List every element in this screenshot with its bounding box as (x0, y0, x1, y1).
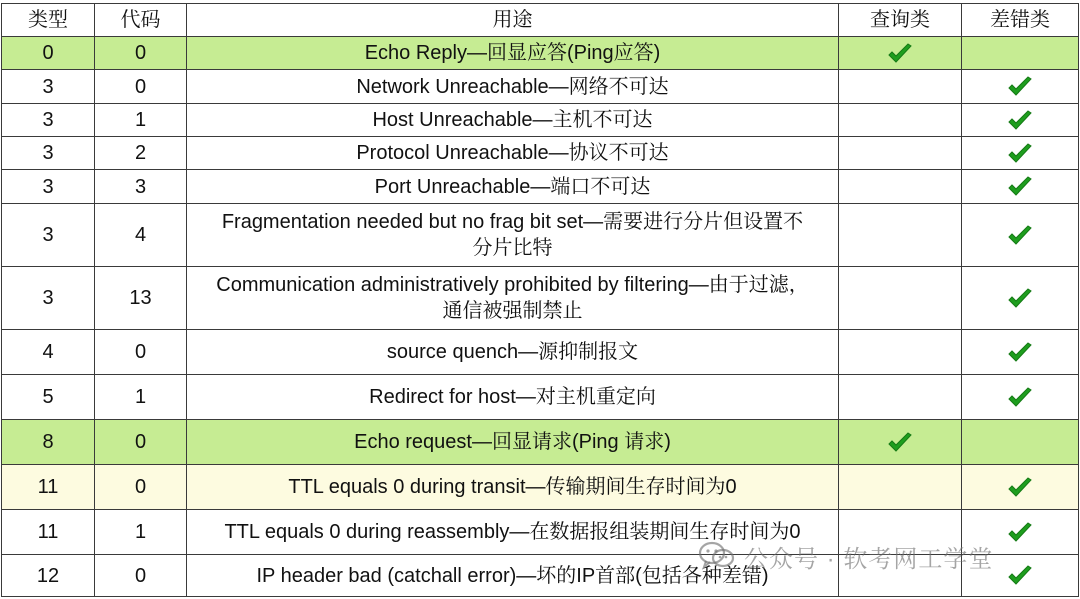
table-row (2, 70, 1079, 104)
table-body (2, 37, 1079, 597)
checkmark-icon (887, 432, 913, 454)
cell-code: 0 (95, 37, 187, 70)
cell-purpose: Host Unreachable—主机不可达 (187, 104, 839, 137)
table-row (2, 37, 1079, 70)
cell-code: 1 (95, 375, 187, 420)
header-type: 类型 (2, 4, 95, 37)
cell-code: 0 (95, 330, 187, 375)
cell-purpose: source quench—源抑制报文 (187, 330, 839, 375)
cell-type: 3 (2, 137, 95, 170)
table-row (2, 510, 1079, 555)
cell-code: 0 (95, 555, 187, 597)
cell-type: 4 (2, 330, 95, 375)
checkmark-icon (1007, 387, 1033, 409)
icmp-type-table (1, 3, 1079, 597)
cell-purpose: Redirect for host—对主机重定向 (187, 375, 839, 420)
cell-code: 13 (95, 267, 187, 330)
cell-error (962, 104, 1079, 137)
cell-purpose: Port Unreachable—端口不可达 (187, 170, 839, 204)
cell-query (839, 510, 962, 555)
cell-type: 8 (2, 420, 95, 465)
cell-error (962, 204, 1079, 267)
cell-purpose: IP header bad (catchall error)—坏的IP首部(包括各种差错) (187, 555, 839, 597)
cell-type: 3 (2, 204, 95, 267)
cell-error (962, 510, 1079, 555)
cell-query (839, 555, 962, 597)
table-row (2, 104, 1079, 137)
table-row (2, 555, 1079, 597)
cell-error (962, 465, 1079, 510)
cell-type: 3 (2, 104, 95, 137)
watermark-text: 公众号 · 软考网工学堂 (744, 545, 994, 573)
cell-purpose: TTL equals 0 during reassembly—在数据报组装期间生存时间为0 (187, 510, 839, 555)
cell-error (962, 170, 1079, 204)
cell-error (962, 420, 1079, 465)
cell-query (839, 330, 962, 375)
cell-purpose: Echo Reply—回显应答(Ping应答) (187, 37, 839, 70)
checkmark-icon (1007, 522, 1033, 544)
cell-query (839, 70, 962, 104)
cell-code: 3 (95, 170, 187, 204)
cell-query (839, 170, 962, 204)
cell-query (839, 37, 962, 70)
table-row (2, 330, 1079, 375)
cell-error (962, 330, 1079, 375)
checkmark-icon (1007, 477, 1033, 499)
cell-error (962, 37, 1079, 70)
cell-purpose-line: Fragmentation needed but no frag bit set—需要进行分片但设置不 (221, 211, 804, 233)
cell-error (962, 137, 1079, 170)
checkmark-icon (1007, 565, 1033, 587)
checkmark-icon (1007, 76, 1033, 98)
checkmark-icon (1007, 143, 1033, 165)
cell-purpose-line: 分片比特 (472, 237, 553, 259)
cell-query (839, 104, 962, 137)
cell-query (839, 267, 962, 330)
cell-query (839, 465, 962, 510)
cell-purpose: Network Unreachable—网络不可达 (187, 70, 839, 104)
cell-code: 4 (95, 204, 187, 267)
cell-type: 3 (2, 267, 95, 330)
table-row (2, 375, 1079, 420)
cell-code: 0 (95, 70, 187, 104)
cell-query (839, 420, 962, 465)
cell-purpose (187, 204, 839, 267)
cell-code: 1 (95, 104, 187, 137)
cell-type: 11 (2, 510, 95, 555)
cell-error (962, 70, 1079, 104)
cell-type: 0 (2, 37, 95, 70)
table-header-row (2, 4, 1079, 37)
checkmark-icon (1007, 176, 1033, 198)
header-purpose: 用途 (187, 4, 839, 37)
cell-type: 11 (2, 465, 95, 510)
checkmark-icon (1007, 288, 1033, 310)
checkmark-icon (887, 43, 913, 65)
cell-code: 0 (95, 465, 187, 510)
cell-purpose: TTL equals 0 during transit—传输期间生存时间为0 (187, 465, 839, 510)
cell-error (962, 555, 1079, 597)
cell-type: 5 (2, 375, 95, 420)
cell-error (962, 267, 1079, 330)
header-code: 代码 (95, 4, 187, 37)
cell-type: 3 (2, 170, 95, 204)
cell-purpose (187, 267, 839, 330)
header-query: 查询类 (839, 4, 962, 37)
cell-code: 2 (95, 137, 187, 170)
checkmark-icon (1007, 110, 1033, 132)
checkmark-icon (1007, 342, 1033, 364)
cell-query (839, 137, 962, 170)
table-row (2, 465, 1079, 510)
table-row (2, 267, 1079, 330)
cell-purpose-line: Communication administratively prohibited by filtering—由于过滤， (216, 274, 809, 296)
cell-error (962, 375, 1079, 420)
table-row (2, 170, 1079, 204)
cell-purpose: Protocol Unreachable—协议不可达 (187, 137, 839, 170)
cell-type: 12 (2, 555, 95, 597)
table-row (2, 420, 1079, 465)
cell-purpose-line: 通信被强制禁止 (442, 300, 583, 322)
table-row (2, 204, 1079, 267)
table-row (2, 137, 1079, 170)
cell-query (839, 204, 962, 267)
cell-type: 3 (2, 70, 95, 104)
cell-purpose: Echo request—回显请求(Ping 请求) (187, 420, 839, 465)
header-error: 差错类 (962, 4, 1079, 37)
cell-query (839, 375, 962, 420)
cell-code: 0 (95, 420, 187, 465)
checkmark-icon (1007, 225, 1033, 247)
cell-code: 1 (95, 510, 187, 555)
